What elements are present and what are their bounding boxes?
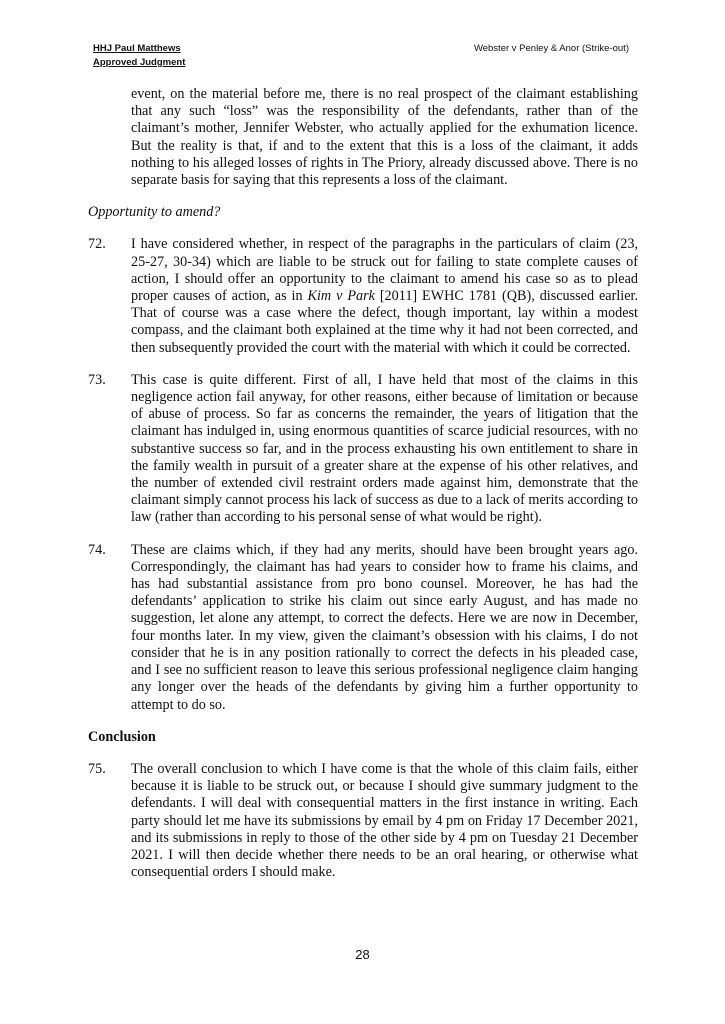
paragraph-text-part: I have considered whether, in respect of the paragraphs in the particulars of claim (23, 25-27, 30-34) which are liable to be struck out for failing to state complete causes of action, I should offer an opportunity to the claimant to amend his case so as to plead proper causes of action, as in <box>131 236 638 305</box>
paragraph-number: 74. <box>88 541 106 558</box>
paragraph-text: These are claims which, if they had any merits, should have been brought years ago. Correspondingly, the claimant has had years to consider how to frame his claims, and has had substantial assistance from pro bono counsel. Moreover, he has had the defendants’ application to strike his claim out since early August, and has made no suggestion, let alone any attempt, to correct the defects. Here we are now in December, four months later. In my view, given the claimant’s obsession with his claims, I do not consider that he is in any position rationally to correct the defects in his pleaded case, and I see no sufficient reason to leave this serious professional negligence claim hanging any longer over the heads of the defendants by giving him a further opportunity to attempt to do so. <box>131 541 638 713</box>
paragraph-continuation: event, on the material before me, there is no real prospect of the claimant establishing that any such “loss” was the responsibility of the defendants, rather than of the claimant’s mother, Jennifer Webster, who actually applied for the exhumation licence. But the reality is that, if and to the extent that this is a loss of the claimant, it adds nothing to his alleged losses of rights in The Priory, already discussed above. There is no separate basis for saying that this represents a loss of the claimant. <box>131 86 638 189</box>
paragraph-text-part: [2011] EWHC 1781 (QB), discussed earlier. That of course was a case where the defect, though important, lay within a modest compass, and the claimant both explained at the time why it had not been corrected, and then subsequently provided the court with the material with which it could be corrected. <box>131 288 638 356</box>
paragraph-text <box>131 236 638 355</box>
paragraph-number: 73. <box>88 371 106 388</box>
case-title: Webster v Penley & Anor (Strike-out) <box>473 43 629 54</box>
paragraph-72 <box>88 236 638 356</box>
paragraph-75 <box>88 761 638 881</box>
paragraph-number: 75. <box>88 760 106 777</box>
paragraph-number: 72. <box>88 236 106 253</box>
subheading: Opportunity to amend? <box>88 204 221 221</box>
judgment-body <box>88 86 638 881</box>
paragraph-text: The overall conclusion to which I have come is that the whole of this claim fails, either because it is liable to be struck out, or because I should give summary judgment to the defendants. I will deal with consequential matters in the first instance in writing. Each party should let me have its submissions by email by 4 pm on Friday 17 December 2021, and its submissions in reply to those of the other side by 4 pm on Tuesday 21 December 2021. I will then decide whether there needs to be an oral hearing, or otherwise what consequential orders I should make. <box>131 760 638 881</box>
paragraph-74 <box>88 542 638 714</box>
case-citation: Kim v Park <box>307 288 375 305</box>
judgment-status: Approved Judgment <box>93 57 186 68</box>
header-left <box>93 42 185 70</box>
paragraph-73 <box>88 372 638 527</box>
page-number: 28 <box>355 947 370 962</box>
judge-name: HHJ Paul Matthews <box>93 43 181 54</box>
section-heading: Conclusion <box>88 728 156 745</box>
paragraph-text: This case is quite different. First of all, I have held that most of the claims in this negligence action fail anyway, for other reasons, either because of limitation or because of abuse of process. So far as concerns the remainder, the years of litigation that the claimant has indulged in, using enormous quantities of scarce judicial resources, with no substantive success so far, and in the process exhausting his own entitlement to share in the family wealth in pursuit of a greater share at the expense of his other relatives, and the number of extended civil restraint orders made against him, demonstrate that the claimant simply cannot process his lack of success as due to a lack of merits according to law (rather than according to his personal sense of what would be right). <box>131 371 638 526</box>
